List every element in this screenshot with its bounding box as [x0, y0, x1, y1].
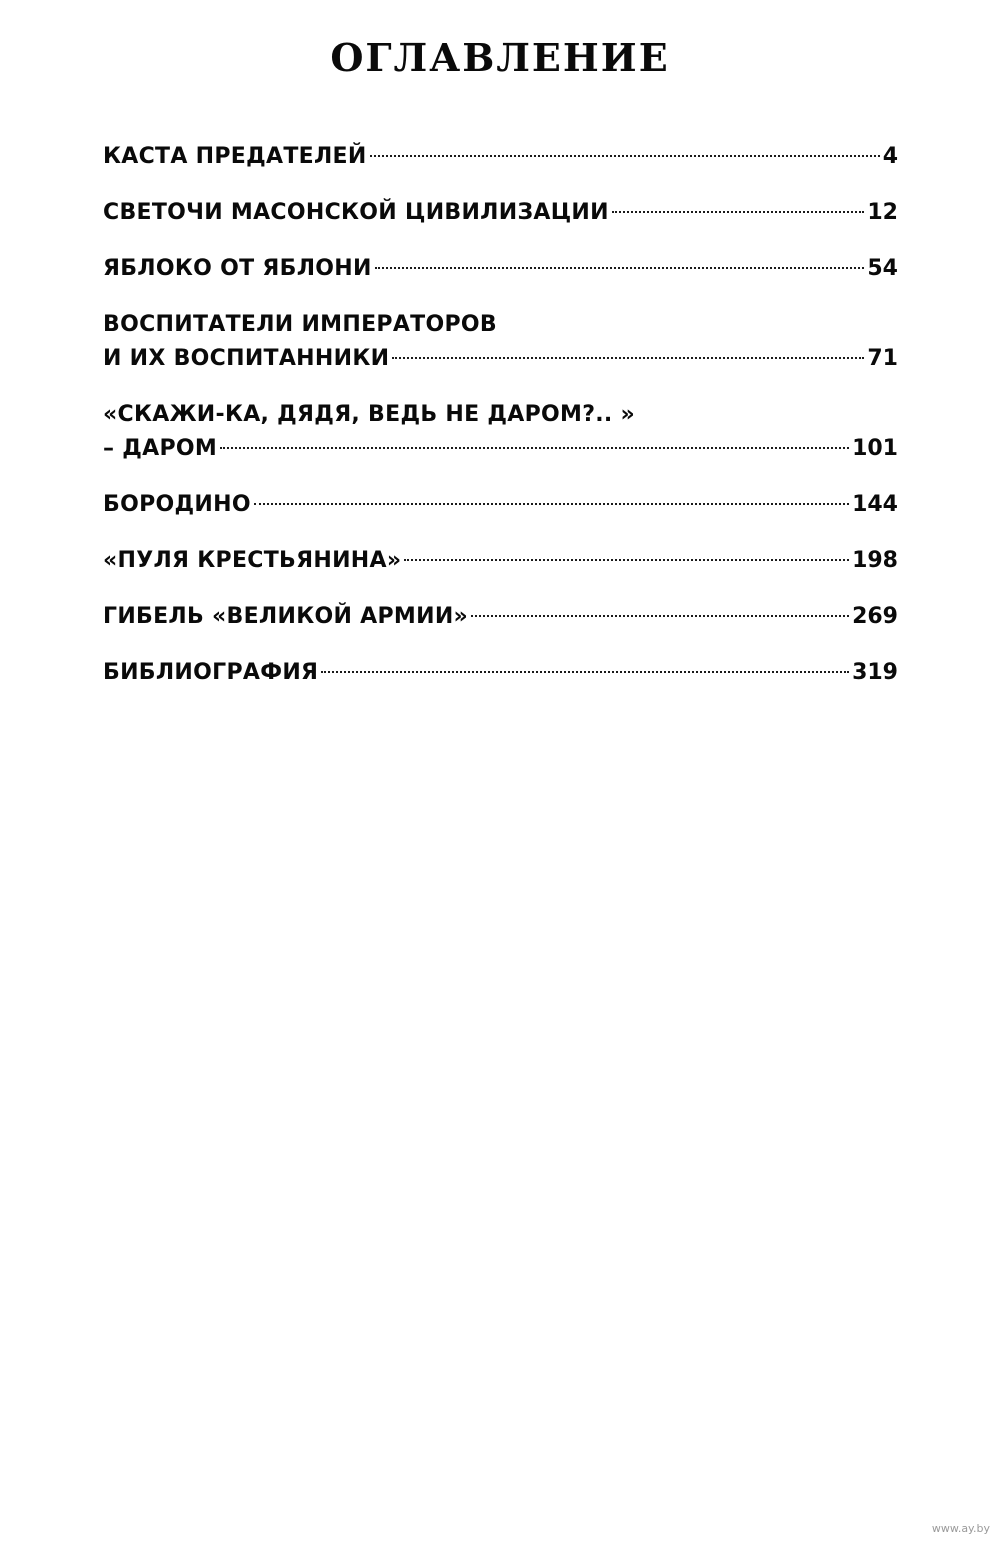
toc-entry-title: БИБЛИОГРАФИЯ — [103, 660, 319, 685]
dot-leader — [321, 671, 849, 673]
toc-entry — [103, 544, 898, 578]
toc-entry-title: ГИБЕЛЬ «ВЕЛИКОЙ АРМИИ» — [103, 604, 469, 629]
table-of-contents — [103, 140, 898, 712]
toc-entry-title-line1: «СКАЖИ-КА, ДЯДЯ, ВЕДЬ НЕ ДАРОМ?.. » — [103, 402, 636, 427]
dot-leader — [254, 503, 849, 505]
toc-entry — [103, 196, 898, 230]
toc-entry-title: КАСТА ПРЕДАТЕЛЕЙ — [103, 144, 367, 169]
toc-row — [103, 196, 898, 230]
toc-entry — [103, 656, 898, 690]
toc-entry — [103, 140, 898, 174]
toc-row — [103, 432, 898, 466]
toc-row — [103, 656, 898, 690]
toc-entry-title: И ИХ ВОСПИТАННИКИ — [103, 346, 390, 371]
toc-row — [103, 488, 898, 522]
toc-page-number: 12 — [867, 200, 898, 225]
dot-leader — [471, 615, 849, 617]
dot-leader — [220, 447, 849, 449]
toc-row — [103, 252, 898, 286]
toc-entry — [103, 488, 898, 522]
dot-leader — [370, 155, 880, 157]
toc-entry — [103, 398, 898, 466]
dot-leader — [392, 357, 864, 359]
toc-entry-title: «ПУЛЯ КРЕСТЬЯНИНА» — [103, 548, 402, 573]
toc-page-number: 319 — [852, 660, 898, 685]
toc-page-number: 4 — [882, 144, 898, 169]
toc-page-number: 71 — [867, 346, 898, 371]
toc-page-number: 269 — [852, 604, 898, 629]
toc-row — [103, 544, 898, 578]
toc-row — [103, 342, 898, 376]
toc-page-number: 198 — [852, 548, 898, 573]
watermark: www.ay.by — [931, 1522, 990, 1535]
dot-leader — [404, 559, 849, 561]
toc-entry-title: БОРОДИНО — [103, 492, 251, 517]
toc-entry-title: СВЕТОЧИ МАСОНСКОЙ ЦИВИЛИЗАЦИИ — [103, 200, 609, 225]
toc-page-number: 101 — [852, 436, 898, 461]
toc-page-number: 144 — [852, 492, 898, 517]
toc-entry — [103, 252, 898, 286]
toc-entry-title: – ДАРОМ — [103, 436, 218, 461]
toc-entry-title: ЯБЛОКО ОТ ЯБЛОНИ — [103, 256, 372, 281]
toc-entry — [103, 600, 898, 634]
toc-entry-title-line1: ВОСПИТАТЕЛИ ИМПЕРАТОРОВ — [103, 312, 497, 337]
page-title: ОГЛАВЛЕНИЕ — [330, 35, 670, 80]
dot-leader — [612, 211, 865, 213]
toc-entry — [103, 308, 898, 376]
dot-leader — [375, 267, 865, 269]
toc-page-number: 54 — [867, 256, 898, 281]
toc-row — [103, 600, 898, 634]
toc-row — [103, 140, 898, 174]
